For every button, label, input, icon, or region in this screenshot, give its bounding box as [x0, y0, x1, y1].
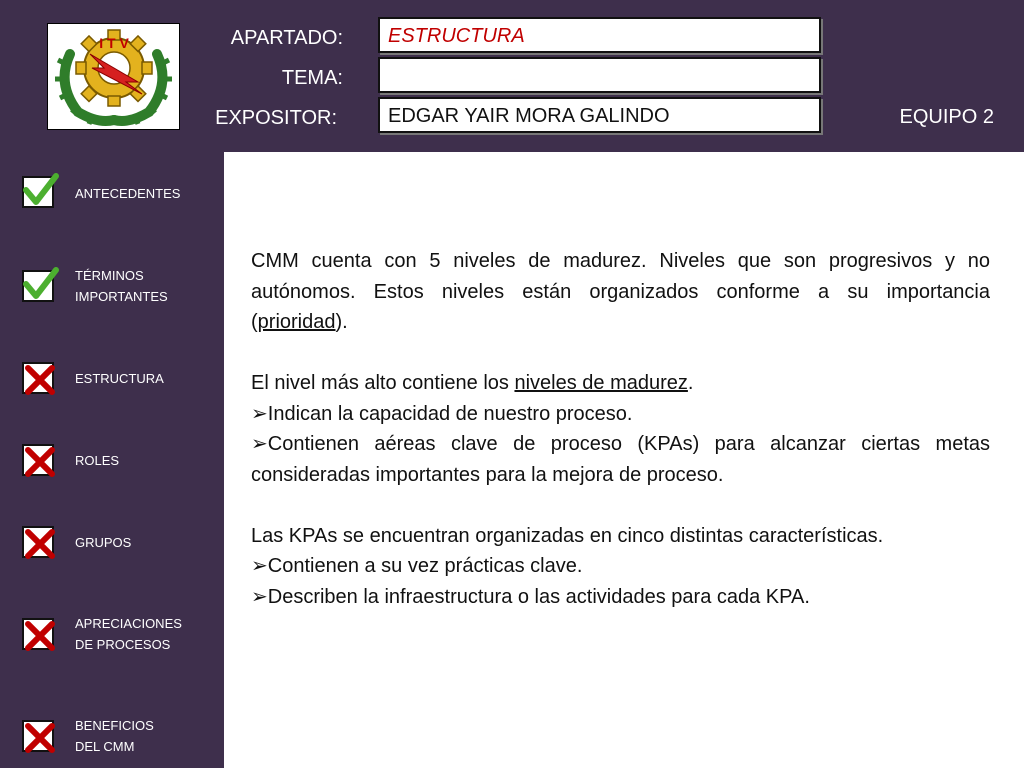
sidebar-item-label: ESTRUCTURA — [75, 371, 164, 386]
check-icon — [22, 270, 54, 302]
sidebar-item-antecedentes[interactable] — [0, 176, 224, 224]
bullet-practicas: ➢ Contienen a su vez prácticas clave. — [251, 551, 990, 582]
sidebar-item-apreciaciones[interactable] — [0, 618, 224, 666]
sidebar-item-beneficios[interactable] — [0, 720, 224, 768]
sidebar-item-roles[interactable] — [0, 444, 224, 492]
expositor-field: EDGAR YAIR MORA GALINDO — [378, 97, 821, 133]
cross-icon — [22, 618, 54, 650]
bullet-capacidad: ➢ Indican la capacidad de nuestro proceso. — [251, 399, 990, 430]
section-sidebar — [0, 152, 224, 768]
prioridad-link: prioridad — [257, 311, 336, 333]
cross-icon — [22, 526, 54, 558]
cross-icon — [22, 720, 54, 752]
cross-icon — [22, 444, 54, 476]
sidebar-item-grupos[interactable] — [0, 526, 224, 574]
sidebar-item-label: ANTECEDENTES — [75, 186, 181, 201]
sidebar-item-label: GRUPOS — [75, 535, 132, 550]
equipo-label: EQUIPO 2 — [899, 106, 994, 128]
logo-letters: I T V — [99, 35, 129, 51]
sidebar-item-label: ROLES — [75, 453, 120, 468]
paragraph-kpas: Las KPAs se encuentran organizadas en cinco distintas características. — [251, 524, 884, 547]
check-icon — [22, 176, 54, 208]
tema-field — [378, 57, 821, 93]
bullet-infraestructura: ➢ Describen la infraestructura o las actividades para cada KPA. — [251, 582, 990, 613]
paragraph-niveles: CMM cuenta con 5 niveles de madurez. Niveles que son progresivos y no autónomos. Estos niveles están organizados conforme a su importancia (prioridad). — [251, 250, 990, 333]
apartado-label: APARTADO: — [230, 27, 343, 49]
sidebar-item-estructura[interactable] — [0, 362, 224, 410]
tema-label: TEMA: — [281, 67, 343, 89]
sidebar-item-label: TÉRMINOS IMPORTANTES — [75, 268, 168, 304]
apartado-field: ESTRUCTURA — [378, 17, 821, 53]
niveles-link: niveles de madurez — [514, 372, 688, 394]
bullet-kpas: ➢ Contienen aéreas clave de proceso (KPAs) para alcanzar ciertas metas consideradas importantes para la mejora de proceso. — [251, 429, 990, 490]
slide-body — [251, 246, 990, 612]
sidebar-item-terminos[interactable] — [0, 270, 224, 318]
expositor-label: EXPOSITOR: — [215, 107, 337, 129]
paragraph-nivel-alto: El nivel más alto contiene los niveles de madurez. — [251, 372, 694, 394]
header-bar — [0, 0, 1024, 152]
sidebar-item-label: BENEFICIOS DEL CMM — [75, 718, 154, 754]
cross-icon — [22, 362, 54, 394]
sidebar-item-label: APRECIACIONES DE PROCESOS — [75, 616, 182, 652]
